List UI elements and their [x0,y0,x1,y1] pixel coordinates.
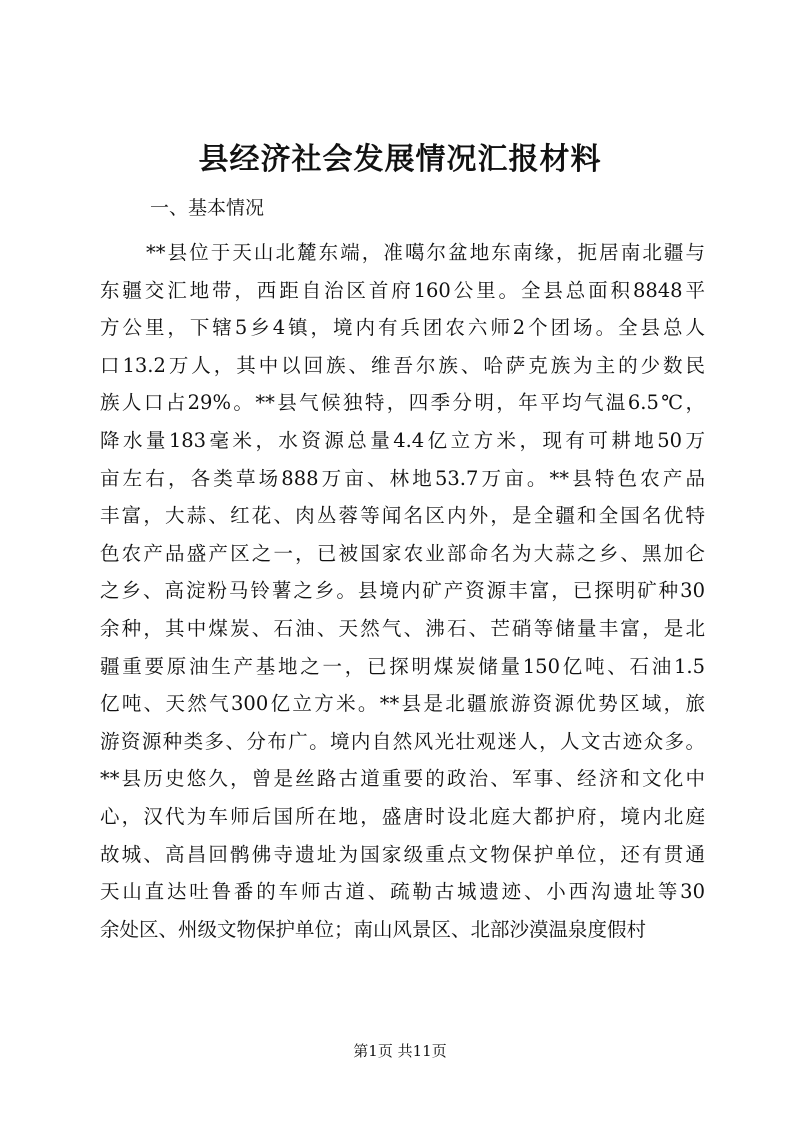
paragraph-line: 族人口占29%。**县气候独特，四季分明，年平均气温6.5℃， [100,391,705,415]
body-paragraph [100,234,705,948]
paragraph-line: 色农产品盛产区之一，已被国家农业部命名为大蒜之乡、黑加仑 [100,541,705,565]
paragraph-line: 口13.2万人，其中以回族、维吾尔族、哈萨克族为主的少数民 [100,353,705,377]
page-footer: 第1页 共11页 [353,1042,447,1060]
paragraph-line: 丰富，大蒜、红花、肉丛蓉等闻名区内外，是全疆和全国名优特 [100,504,705,528]
section-heading: 一、基本情况 [150,197,265,219]
paragraph-line: 方公里，下辖5乡4镇，境内有兵团农六师2个团场。全县总人 [100,316,705,340]
paragraph-line: **县历史悠久，曾是丝路古道重要的政治、军事、经济和文化中 [100,767,705,791]
paragraph-line: 余种，其中煤炭、石油、天然气、沸石、芒硝等储量丰富，是北 [100,616,705,640]
paragraph-line: 游资源种类多、分布广。境内自然风光壮观迷人，人文古迹众多。 [100,729,705,753]
paragraph-line: 天山直达吐鲁番的车师古道、疏勒古城遗迹、小西沟遗址等30 [100,880,705,904]
document-title: 县经济社会发展情况汇报材料 [198,142,602,177]
paragraph-line: **县位于天山北麓东端，准噶尔盆地东南缘，扼居南北疆与 [146,241,705,264]
paragraph-line: 之乡、高淀粉马铃薯之乡。县境内矿产资源丰富，已探明矿种30 [100,579,705,603]
paragraph-line: 疆重要原油生产基地之一，已探明煤炭储量150亿吨、石油1.5 [100,654,705,678]
paragraph-line: 降水量183毫米，水资源总量4.4亿立方米，现有可耕地50万 [100,428,705,452]
paragraph-line: 心，汉代为车师后国所在地，盛唐时设北庭大都护府，境内北庭 [100,804,705,828]
paragraph-line: 东疆交汇地带，西距自治区首府160公里。全县总面积8848平 [100,278,705,302]
paragraph-line: 故城、高昌回鹘佛寺遗址为国家级重点文物保护单位，还有贯通 [100,842,705,866]
paragraph-line: 余处区、州级文物保护单位；南山风景区、北部沙漠温泉度假村 [100,917,647,941]
paragraph-line: 亩左右，各类草场888万亩、林地53.7万亩。**县特色农产品 [100,466,705,490]
paragraph-line: 亿吨、天然气300亿立方米。**县是北疆旅游资源优势区域，旅 [100,692,705,716]
